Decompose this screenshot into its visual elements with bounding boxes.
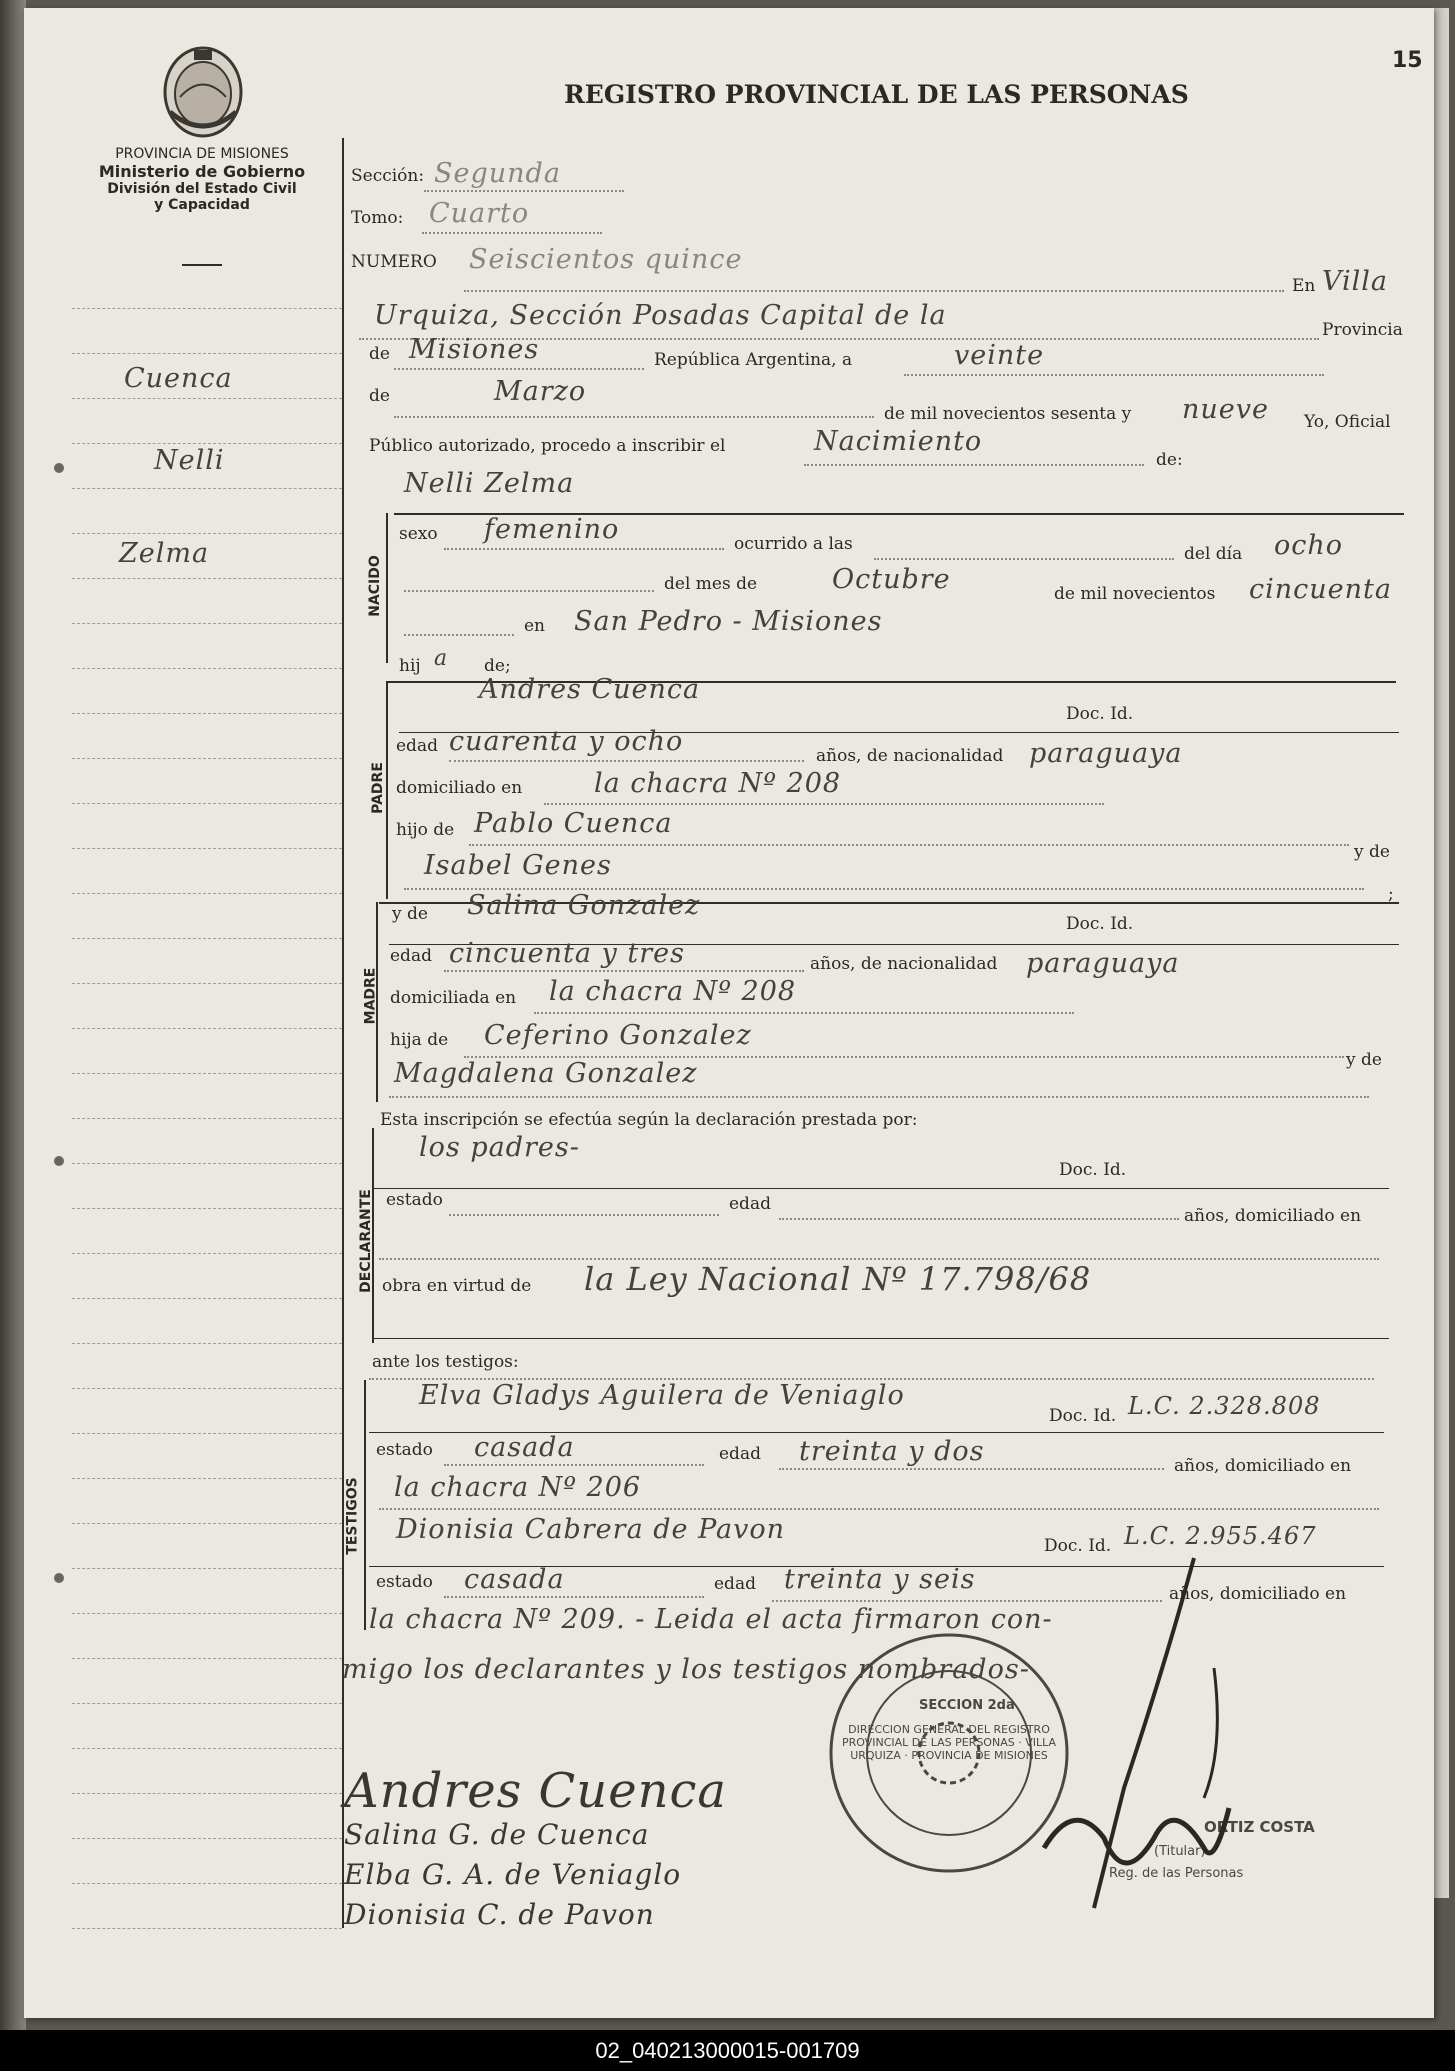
- testigo2-edad-label: edad: [714, 1574, 756, 1594]
- declarante-doc-label: Doc. Id.: [1059, 1160, 1127, 1180]
- testigo2-nombre: Dionisia Cabrera de Pavon: [396, 1514, 786, 1545]
- numero-value: Seiscientos quince: [469, 244, 743, 275]
- padre-doc-label: Doc. Id.: [1066, 704, 1134, 724]
- testigos-label: TESTIGOS: [344, 1477, 361, 1555]
- madre-doc-label: Doc. Id.: [1066, 914, 1134, 934]
- en-value: Villa: [1322, 266, 1389, 297]
- official-office: Reg. de las Personas: [1109, 1866, 1244, 1881]
- padre-nombre-value: Andres Cuenca: [479, 674, 701, 705]
- book-binding: [0, 0, 26, 2040]
- de2-label: de: [369, 386, 390, 406]
- scan-id: 02_040213000015-001709: [595, 2038, 860, 2063]
- madre-padre-value: Ceferino Gonzalez: [484, 1020, 752, 1051]
- inscripto-value: Nelli Zelma: [404, 468, 575, 499]
- padre-semicolon: ;: [1388, 884, 1394, 904]
- year-value: nueve: [1182, 394, 1269, 425]
- numero-label: NUMERO: [351, 252, 437, 272]
- testigo2-anios-label: años, domiciliado en: [1169, 1584, 1347, 1604]
- month-value: Marzo: [494, 376, 587, 407]
- padre-label: PADRE: [369, 762, 386, 814]
- division-label: División del Estado Civil: [107, 181, 297, 197]
- scan-id-bar: [0, 2030, 1455, 2071]
- nacido-label: NACIDO: [366, 555, 383, 617]
- declarante-nombre-value: los padres-: [419, 1132, 580, 1163]
- de-label: de: [369, 344, 390, 364]
- ante-testigos-label: ante los testigos:: [372, 1352, 519, 1372]
- divider: [182, 264, 222, 266]
- padre-madre-value: Isabel Genes: [424, 850, 612, 881]
- hij-value: a: [434, 646, 449, 671]
- obra-label: obra en virtud de: [382, 1276, 532, 1296]
- mes-value: Octubre: [832, 564, 951, 595]
- provincial-coat-of-arms-icon: [160, 42, 246, 142]
- madre-dom-label: domiciliada en: [390, 988, 517, 1008]
- signature-2: Salina G. de Cuenca: [344, 1818, 650, 1851]
- madre-nombre-value: Salina Gonzalez: [467, 890, 701, 921]
- testigo2-doc-label: Doc. Id.: [1044, 1536, 1112, 1556]
- madre-hija-label: hija de: [390, 1030, 449, 1050]
- republica-label: República Argentina, a: [654, 350, 853, 370]
- sexo-label: sexo: [399, 524, 438, 544]
- testigo1-edad-label: edad: [719, 1444, 761, 1464]
- provincia-label: Provincia: [1322, 320, 1403, 340]
- page-title: REGISTRO PROVINCIAL DE LAS PERSONAS: [564, 80, 1189, 109]
- margin-name-1: Nelli: [154, 445, 225, 476]
- declarante-estado-label: estado: [386, 1190, 443, 1210]
- stamp-text: DIRECCION GENERAL DEL REGISTRO PROVINCIAL DE LAS PERSONAS · VILLA URQUIZA · PROVINCIA DE MISIONES: [841, 1723, 1056, 1762]
- acto-value: Nacimiento: [814, 426, 983, 457]
- province-label: PROVINCIA DE MISIONES: [115, 146, 289, 162]
- del-mes-label: del mes de: [664, 574, 758, 594]
- testigo1-anios-label: años, domiciliado en: [1174, 1456, 1352, 1476]
- madre-dom-value: la chacra Nº 208: [549, 976, 797, 1007]
- padre-nac-label: años, de nacionalidad: [816, 746, 1004, 766]
- madre-nac-label: años, de nacionalidad: [810, 954, 998, 974]
- tomo-label: Tomo:: [351, 208, 404, 228]
- madre-madre-value: Magdalena Gonzalez: [394, 1058, 698, 1089]
- madre-edad-label: edad: [390, 946, 432, 966]
- declarante-edad-label: edad: [729, 1194, 771, 1214]
- lugar-value: San Pedro - Misiones: [574, 606, 883, 637]
- testigo1-estado-value: casada: [474, 1432, 575, 1463]
- testigo2-dom-value: la chacra Nº 209. - Leida el acta firmaron con-: [369, 1604, 1053, 1635]
- official-name: ORTIZ COSTA: [1204, 1818, 1315, 1836]
- padre-hijo-label: hijo de: [396, 820, 455, 840]
- binding-hole: [54, 1573, 64, 1583]
- signature-4: Dionisia C. de Pavon: [344, 1898, 655, 1931]
- division-label-2: y Capacidad: [154, 197, 250, 213]
- obra-value: la Ley Nacional Nº 17.798/68: [584, 1260, 1092, 1298]
- year-label: de mil novecientos sesenta y: [884, 404, 1132, 424]
- yo-label: Yo, Oficial: [1304, 412, 1391, 432]
- testigo2-edad-value: treinta y seis: [784, 1564, 976, 1595]
- madre-edad-value: cincuenta y tres: [449, 938, 685, 969]
- padre-dom-label: domiciliado en: [396, 778, 523, 798]
- madre-yde2-label: y de: [1346, 1050, 1382, 1070]
- testigo2-estado-label: estado: [376, 1572, 433, 1592]
- padre-edad-label: edad: [396, 736, 438, 756]
- en-nacido-label: en: [524, 616, 546, 636]
- declarante-label: DECLARANTE: [357, 1189, 374, 1293]
- publico-label: Público autorizado, procedo a inscribir el: [369, 436, 726, 456]
- signature-1: Andres Cuenca: [344, 1763, 728, 1819]
- ocurrido-label: ocurrido a las: [734, 534, 853, 554]
- stamp-seal-line: SECCION 2da: [919, 1698, 1015, 1713]
- register-page: [24, 8, 1434, 2018]
- tomo-value: Cuarto: [429, 198, 530, 229]
- madre-yde-label: y de: [392, 904, 428, 924]
- testigo1-nombre: Elva Gladys Aguilera de Veniaglo: [419, 1380, 905, 1411]
- declarante-anios-label: años, domiciliado en: [1184, 1206, 1362, 1226]
- madre-nac-value: paraguaya: [1026, 948, 1180, 979]
- page-number: 15: [1392, 48, 1423, 73]
- binding-hole: [54, 463, 64, 473]
- ministry-label: Ministerio de Gobierno: [98, 162, 306, 181]
- padre-dom-value: la chacra Nº 208: [594, 768, 842, 799]
- margin-surname: Cuenca: [124, 363, 233, 394]
- padre-edad-value: cuarenta y ocho: [449, 726, 684, 757]
- official-role: (Titular): [1154, 1844, 1206, 1859]
- place-line: Urquiza, Sección Posadas Capital de la: [374, 300, 947, 331]
- hij-label: hij: [399, 656, 421, 676]
- sexo-value: femenino: [484, 514, 620, 545]
- testigo2-estado-value: casada: [464, 1564, 565, 1595]
- testigo1-edad-value: treinta y dos: [799, 1436, 985, 1467]
- padre-nac-value: paraguaya: [1029, 738, 1183, 769]
- testigo2-doc-value: L.C. 2.955.467: [1124, 1522, 1317, 1550]
- padre-padre-value: Pablo Cuenca: [474, 808, 673, 839]
- seccion-label: Sección:: [351, 166, 425, 186]
- madre-label: MADRE: [362, 967, 379, 1025]
- de-colon-label: de:: [1156, 450, 1183, 470]
- binding-hole: [54, 1156, 64, 1166]
- testigo1-estado-label: estado: [376, 1440, 433, 1460]
- mil-label: de mil novecientos: [1054, 584, 1216, 604]
- closing-text: migo los declarantes y los testigos nombrados-: [342, 1654, 1030, 1685]
- dia-value: ocho: [1274, 530, 1344, 561]
- padre-yde-label: y de: [1354, 842, 1390, 862]
- testigo1-doc-value: L.C. 2.328.808: [1128, 1392, 1321, 1420]
- declarante-intro: Esta inscripción se efectúa según la declaración prestada por:: [380, 1110, 918, 1130]
- testigo1-dom-value: la chacra Nº 206: [394, 1472, 642, 1503]
- testigo1-doc-label: Doc. Id.: [1049, 1406, 1117, 1426]
- margin-name-2: Zelma: [119, 538, 210, 569]
- anio-value: cincuenta: [1249, 574, 1392, 605]
- province-value: Misiones: [409, 334, 540, 365]
- day-value: veinte: [954, 340, 1045, 371]
- de-semicolon-label: de;: [484, 656, 511, 676]
- official-signature: [1014, 1548, 1254, 1928]
- del-dia-label: del día: [1184, 544, 1243, 564]
- en-label: En: [1292, 276, 1316, 296]
- signature-3: Elba G. A. de Veniaglo: [344, 1858, 682, 1891]
- seccion-value: Segunda: [434, 158, 561, 189]
